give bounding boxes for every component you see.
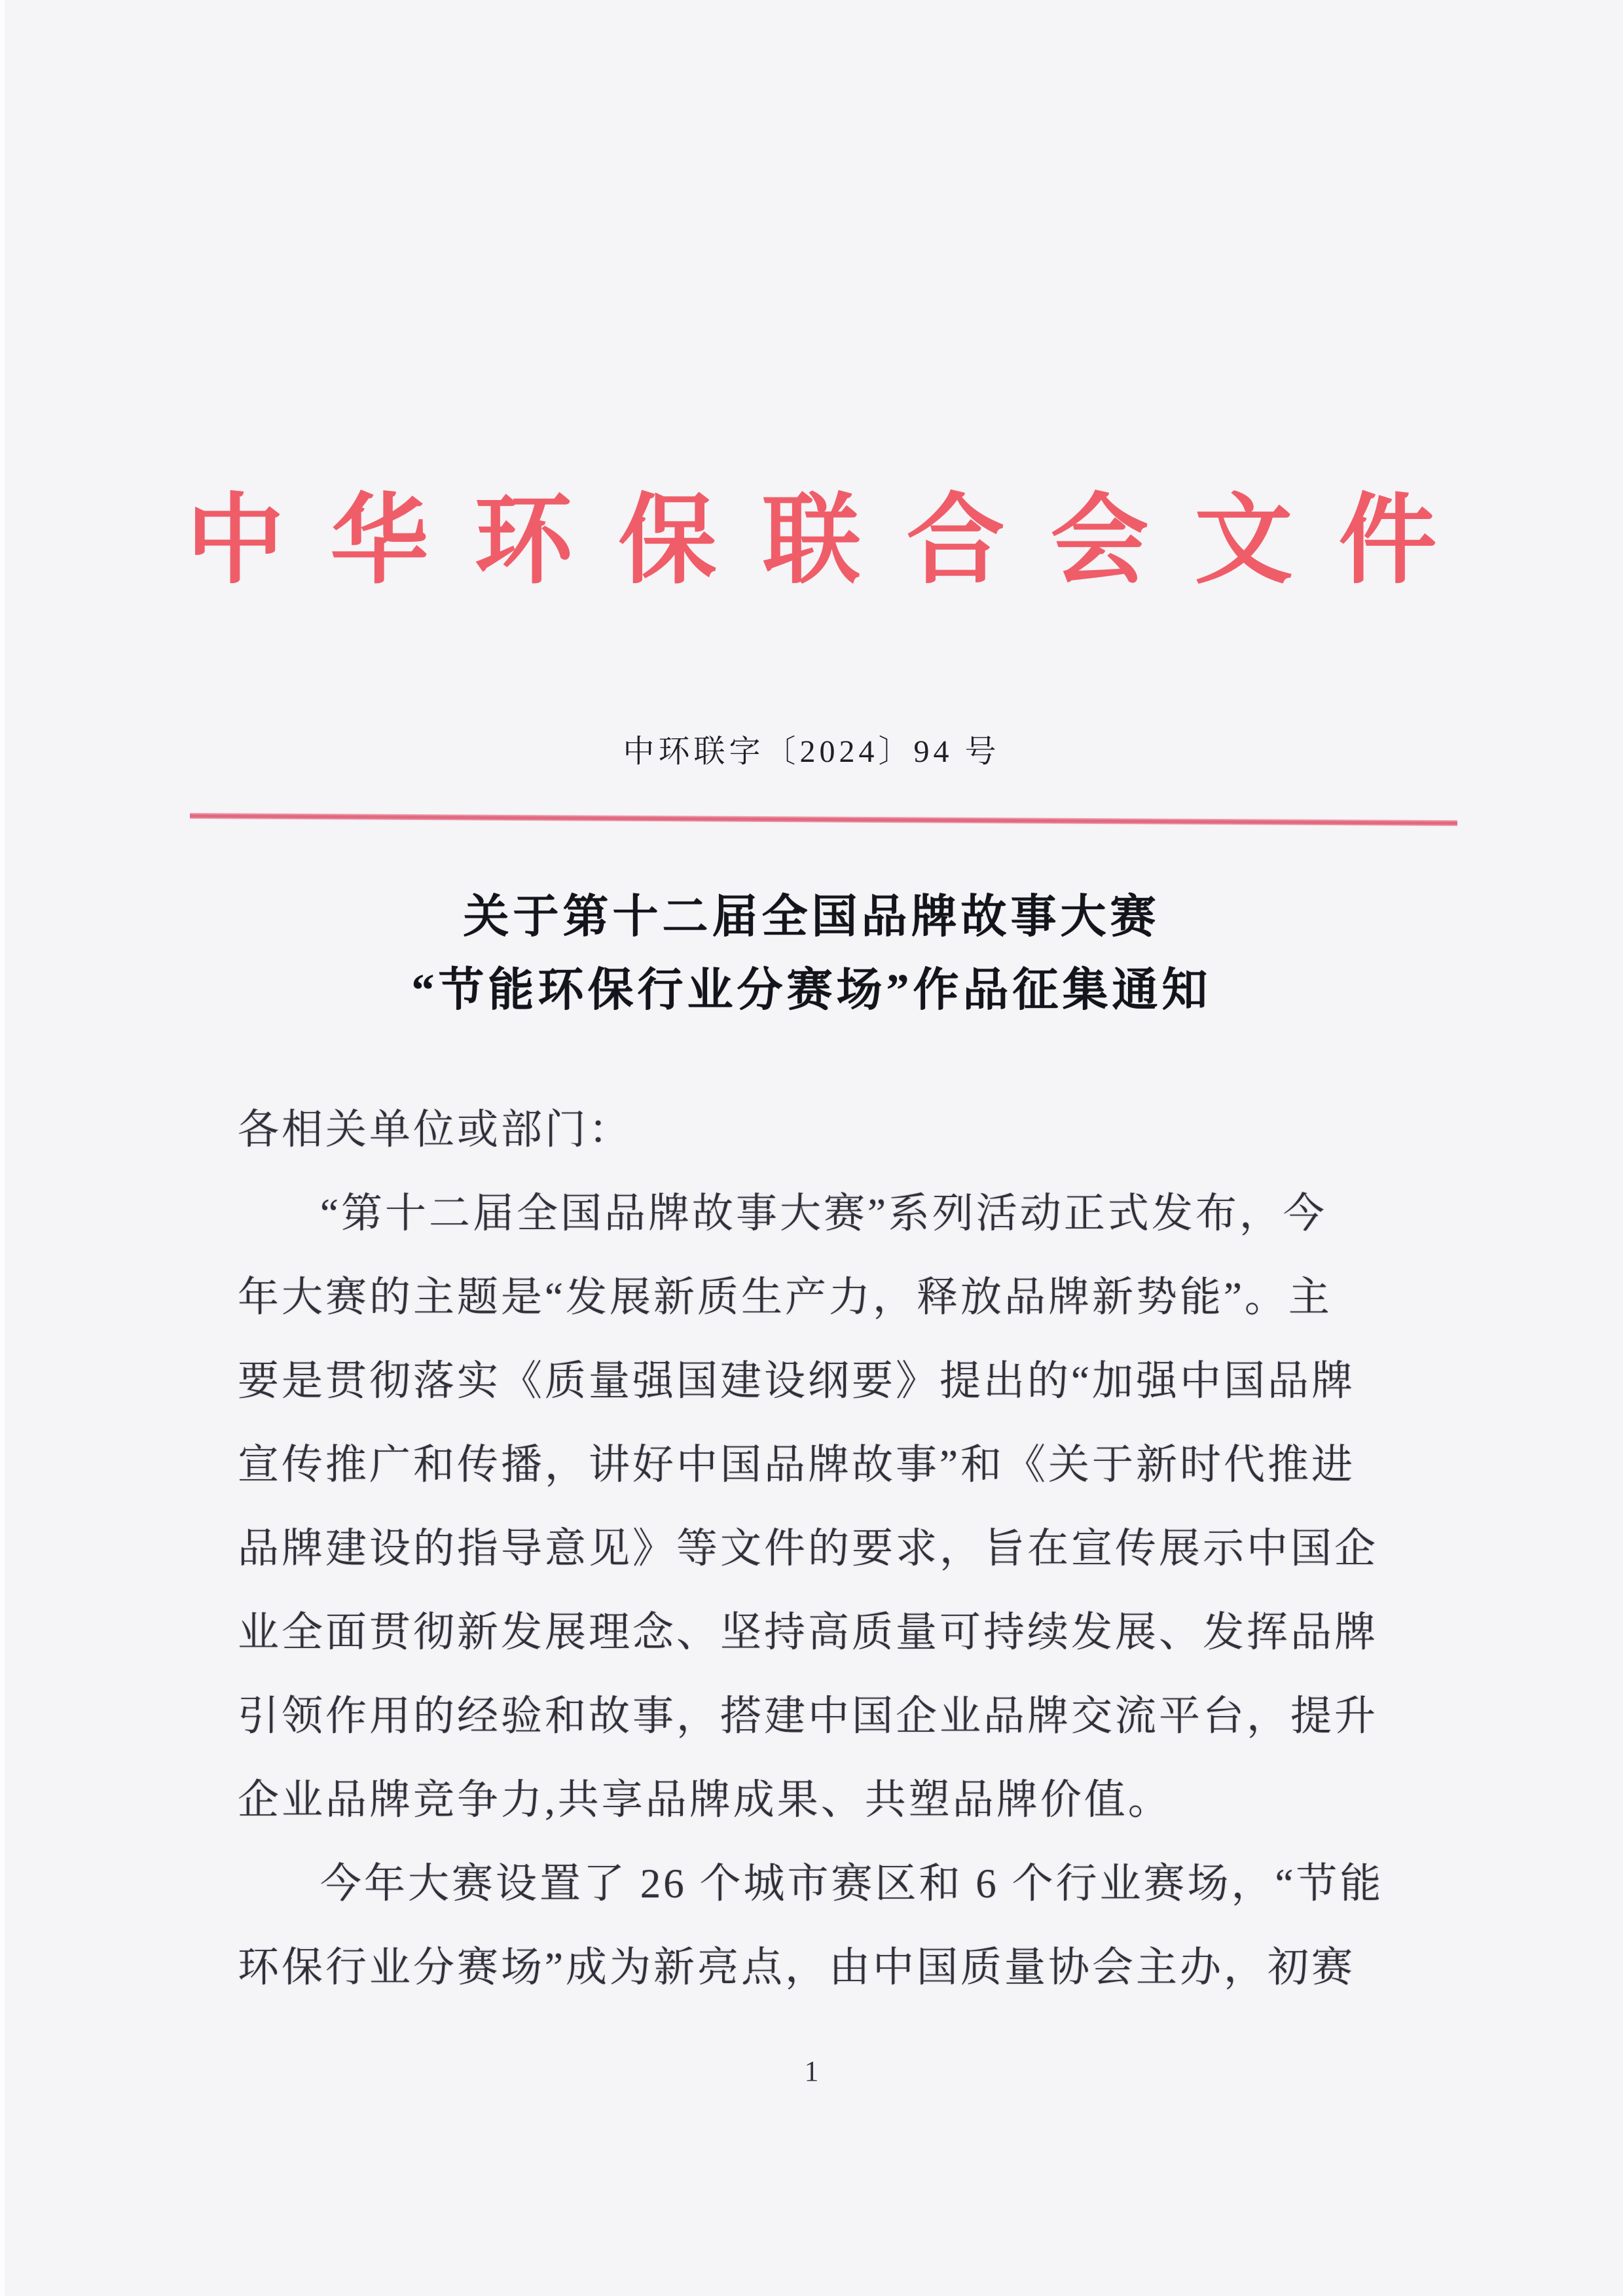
scan-edge-artifact [0,0,5,2296]
document-title-line-1: 关于第十二届全国品牌故事大赛 [463,892,1160,942]
body-line: 企业品牌竞争力,共享品牌成果、共塑品牌价值。 [238,1777,1172,1823]
body-text [238,1088,1390,2009]
body-line: 各相关单位或部门： [238,1107,632,1153]
body-line: “第十二届全国品牌故事大赛”系列活动正式发布，今 [320,1191,1327,1236]
body-line: 今年大赛设置了 26 个城市赛区和 6 个行业赛场，“节能 [320,1861,1384,1907]
document-title-line-2: “节能环保行业分赛场”作品征集通知 [411,965,1212,1016]
document-title [0,881,1623,1028]
body-line: 要是贯彻落实《质量强国建设纲要》提出的“加强中国品牌 [238,1358,1355,1404]
body-line: 环保行业分赛场”成为新亮点，由中国质量协会主办，初赛 [238,1945,1355,1990]
body-line: 年大赛的主题是“发展新质生产力，释放品牌新势能”。主 [238,1274,1332,1320]
organization-header: 中华环保联合会文件 [186,487,1483,596]
body-line: 品牌建设的指导意见》等文件的要求，旨在宣传展示中国企 [238,1526,1378,1571]
body-line: 引领作用的经验和故事，搭建中国企业品牌交流平台，提升 [238,1693,1378,1739]
page-number: 1 [804,2055,819,2087]
body-line: 宣传推广和传播，讲好中国品牌故事”和《关于新时代推进 [238,1442,1355,1488]
body-line: 业全面贯彻新发展理念、坚持高质量可持续发展、发挥品牌 [238,1609,1378,1655]
red-separator-rule [190,813,1457,826]
document-number: 中环联字〔2024〕94 号 [623,734,1000,769]
